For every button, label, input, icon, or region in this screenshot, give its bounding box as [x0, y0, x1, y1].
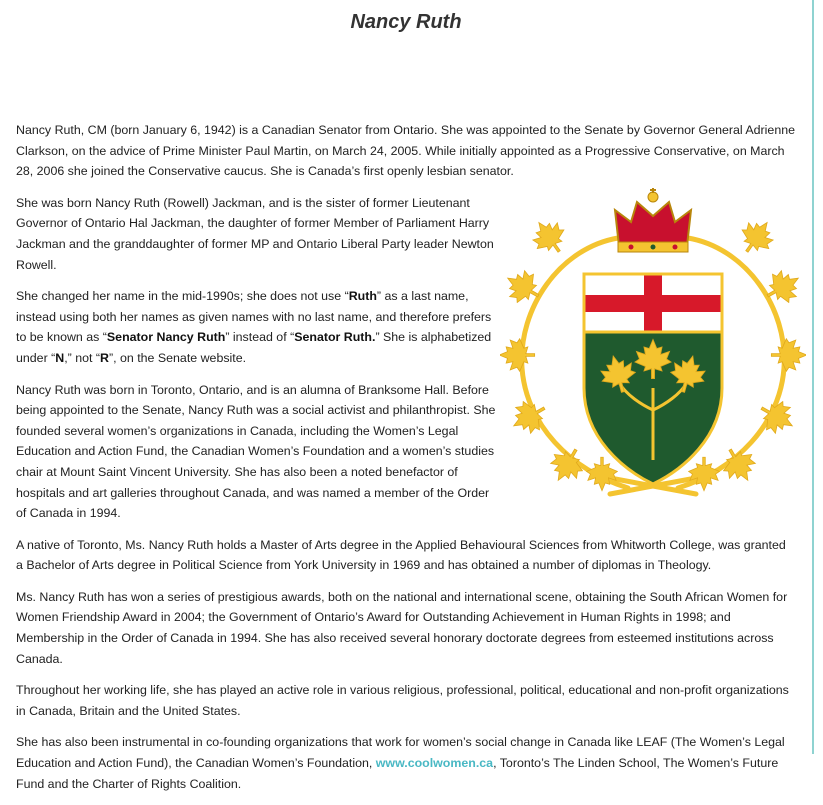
paragraph-biography: Nancy Ruth was born in Toronto, Ontario, and is an alumna of Branksome Hall. Before being appointed to the Senate, Nancy Ruth was a social activist and philanthropist. She founded several women’s organizations in Canada, including the Women’s Legal Education and Action Fund, the Canadian Women’s Foundation and a women’s studies chair at Mount Saint Vincent University. She has also been a noted benefactor of hospitals and art galleries throughout Canada, and was named a member of the Order of Canada in 1994.: [16, 382, 496, 521]
paragraph-name-change: She changed her name in the mid-1990s; she does not use “Ruth” as a last name, instead using both her names as given names with no last name, and therefore prefers to be known as “Senator Nancy Ruth” instead of “Senator Ruth.” She is alphabetized under “N,” not “R”, on the Senate website.: [16, 289, 492, 365]
ontario-coat-of-arms-icon: [500, 188, 806, 506]
shield-icon: [584, 274, 722, 484]
page-title: Nancy Ruth: [350, 11, 462, 33]
crown-icon: [615, 188, 691, 252]
paragraph-organizations: She has also been instrumental in co-founding organizations that work for women’s social change in Canada like LEAF (The Women’s Legal Education and Action Fund), the Canadian Women’s Foundation, www.coolwomen.ca, Toronto’s The Linden School, The Women’s Future Fund and the Charter of Rights Coalition.: [16, 735, 785, 791]
paragraph-education: A native of Toronto, Ms. Nancy Ruth holds a Master of Arts degree in the Applied Behavioural Sciences from Whitworth College, was granted a Bachelor of Arts degree in Political Science from York University in 1969 and has obtained a number of diplomas in Theology.: [16, 537, 786, 573]
coolwomen-link[interactable]: www.coolwomen.ca: [375, 756, 494, 771]
page-right-border: [812, 0, 814, 754]
paragraph-intro: Nancy Ruth, CM (born January 6, 1942) is a Canadian Senator from Ontario. She was appointed to the Senate by Governor General Adrienne Clarkson, on the advice of Prime Minister Paul Martin, on March 24, 2005. While initially appointed as a Progressive Conservative, on March 28, 2006 she joined the Conservative caucus. She is Canada’s first openly lesbian senator.: [16, 123, 795, 179]
paragraph-family: She was born Nancy Ruth (Rowell) Jackman, and is the sister of former Lieutenant Governor of Ontario Hal Jackman, the daughter of former Member of Parliament Harry Jackman and the granddaughter of former MP and Ontario Liberal Party leader Newton Rowell.: [16, 195, 494, 272]
paragraph-awards: Ms. Nancy Ruth has won a series of prestigious awards, both on the national and international scene, obtaining the South African Women for Women Friendship Award in 2004; the Government of Ontario’s Award for Outstanding Achievement in Human Rights in 1998; and Membership in the Order of Canada in 1994. She has also received several honorary doctorate degrees from esteemed institutions across Canada.: [16, 589, 788, 666]
paragraph-career: Throughout her working life, she has played an active role in various religious, professional, political, educational and non-profit organizations in Canada, Britain and the United States.: [16, 683, 789, 718]
